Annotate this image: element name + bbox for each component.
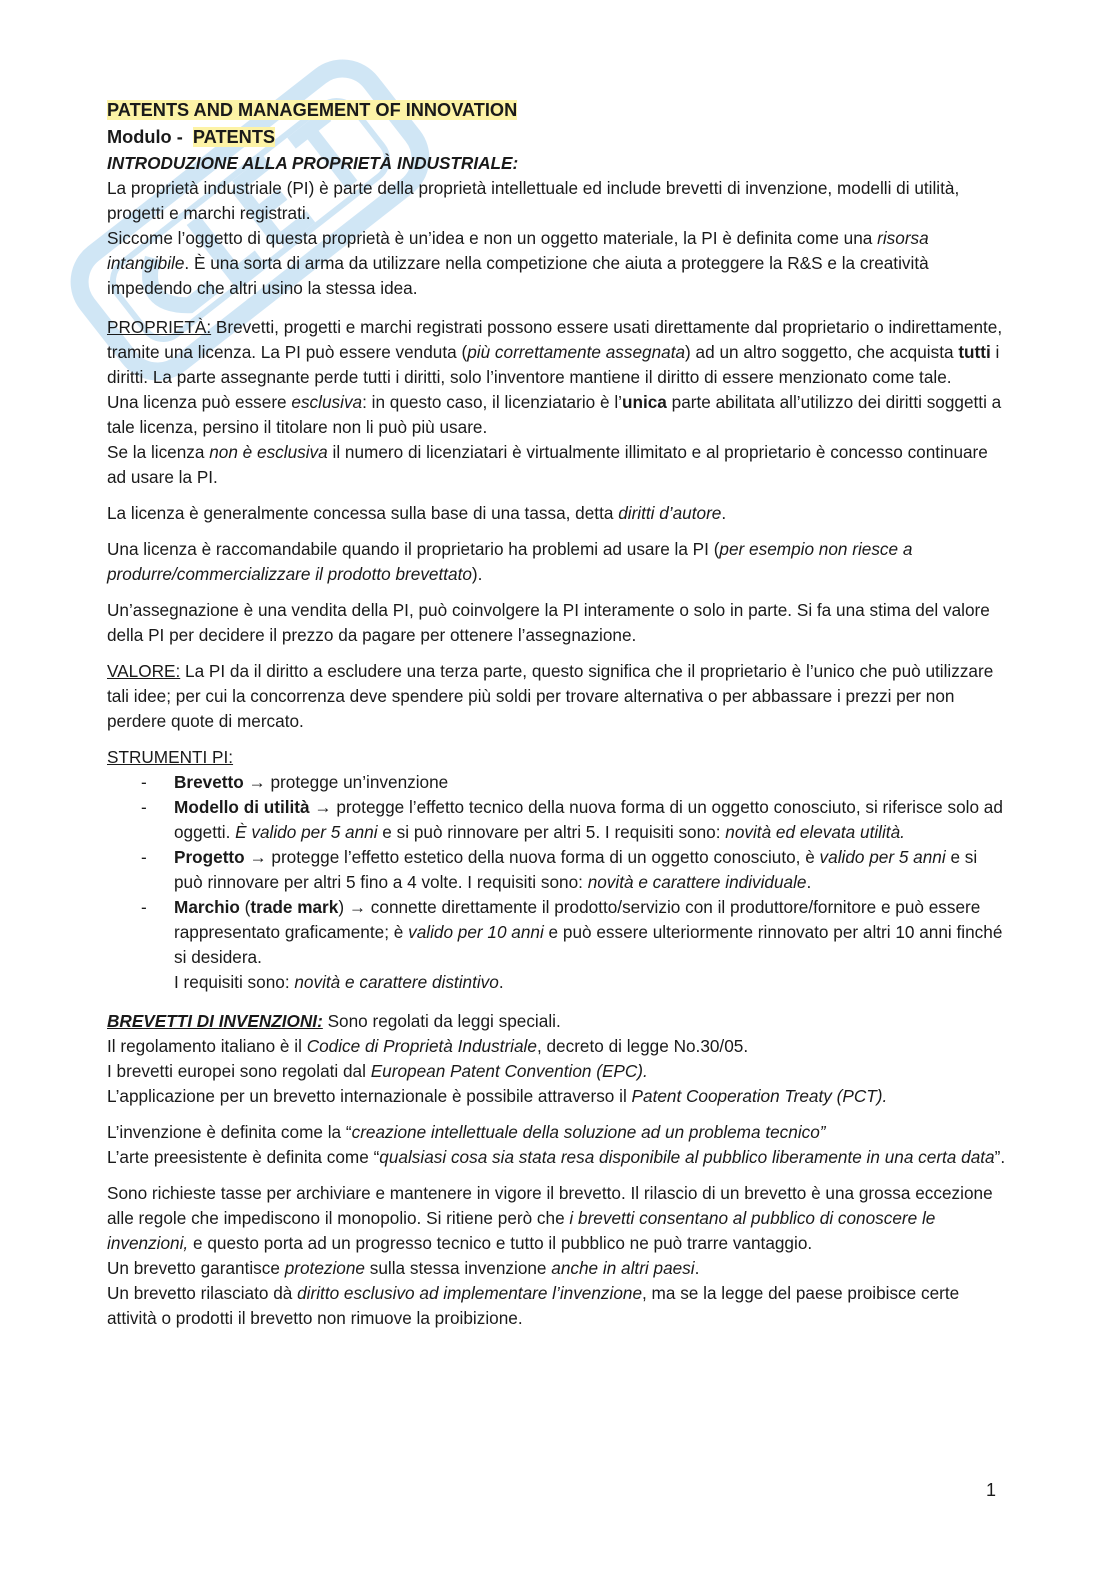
section-label-brevetti: BREVETTI DI INVENZIONI: bbox=[107, 1011, 323, 1031]
raccomandazione-paragraph: Una licenza è raccomandabile quando il proprietario ha problemi ad usare la PI (per esempio non riesce a produrre/commercializzare il prodotto brevettato). bbox=[107, 539, 913, 584]
brevetti-line: Il regolamento italiano è il Codice di Proprietà Industriale, decreto di legge No.30/05. bbox=[107, 1036, 749, 1056]
arrow-right-icon: → bbox=[249, 847, 267, 867]
intro-paragraph: La proprietà industriale (PI) è parte della proprietà intellettuale ed include brevetti di invenzione, modelli di utilità, progetti e marchi registrati. bbox=[107, 178, 960, 223]
brevetti-line: I brevetti europei sono regolati dal European Patent Convention (EPC). bbox=[107, 1061, 648, 1081]
valore-paragraph: VALORE: La PI da il diritto a escludere una terza parte, questo significa che il proprietario è l’unico che può utilizzare tali idee; per cui la concorrenza deve spendere più soldi per trovare alternativa o per abbassare i prezzi per non perdere quote di mercato. bbox=[107, 661, 994, 731]
protezione-paragraph: Un brevetto garantisce protezione sulla stessa invenzione anche in altri paesi. bbox=[107, 1258, 700, 1278]
diritto-esclusivo-paragraph: Un brevetto rilasciato dà diritto esclusivo ad implementare l’invenzione, ma se la legge del paese proibisce certe attività o prodotti il brevetto non rimuove la proibizione. bbox=[107, 1283, 960, 1328]
arrow-right-icon: → bbox=[248, 772, 266, 792]
document-body bbox=[107, 97, 1007, 1331]
arrow-right-icon: → bbox=[348, 897, 367, 917]
intro-paragraph: Siccome l’oggetto di questa proprietà è un’idea e non un oggetto materiale, la PI è definita come una risorsa intangibile. È una sorta di arma da utilizzare nella competizione che aiuta a proteggere la R&S e la creatività impedendo che altri usino la stessa idea. bbox=[107, 228, 929, 298]
arrow-right-icon: → bbox=[314, 797, 332, 817]
list-item: - Brevetto → protegge un’invenzione bbox=[141, 772, 449, 792]
brevetti-paragraph: BREVETTI DI INVENZIONI: Sono regolati da leggi speciali. bbox=[107, 1011, 561, 1031]
module-heading: Modulo - PATENTS bbox=[107, 127, 276, 147]
brevetti-line: L’applicazione per un brevetto internazionale è possibile attraverso il Patent Cooperation Treaty (PCT). bbox=[107, 1086, 888, 1106]
document-title: PATENTS AND MANAGEMENT OF INNOVATION bbox=[107, 100, 518, 120]
tassa-paragraph: La licenza è generalmente concessa sulla base di una tassa, detta diritti d’autore. bbox=[107, 503, 727, 523]
section-label-strumenti: STRUMENTI PI: bbox=[107, 747, 234, 767]
licenza-non-esclusiva-paragraph: Se la licenza non è esclusiva il numero di licenziatari è virtualmente illimitato e al proprietario è concesso continuare ad usare la PI. bbox=[107, 442, 988, 487]
section-label-valore: VALORE: bbox=[107, 661, 181, 681]
list-item: - Marchio (trade mark) → connette direttamente il prodotto/servizio con il produttore/fornitore e può essere rappresentato graficamente; è valido per 10 anni e può essere ulteriormente rinnovato per altri 10 anni finché si desidera. I requisiti sono: novità e carattere distintivo. bbox=[141, 897, 1003, 992]
definizione-invenzione: L’invenzione è definita come la “creazione intellettuale della soluzione ad un problema tecnico” bbox=[107, 1122, 826, 1142]
assegnazione-paragraph: Un’assegnazione è una vendita della PI, può coinvolgere la PI interamente o solo in parte. Si fa una stima del valore della PI per decidere il prezzo da pagare per ottenere l’assegnazione. bbox=[107, 600, 990, 645]
page-number: 1 bbox=[986, 1480, 997, 1500]
section-heading-introduzione: INTRODUZIONE ALLA PROPRIETÀ INDUSTRIALE: bbox=[107, 153, 519, 173]
section-label-proprieta: PROPRIETÀ: bbox=[107, 317, 212, 337]
licenza-esclusiva-paragraph: Una licenza può essere esclusiva: in questo caso, il licenziatario è l’unica parte abilitata all’utilizzo dei diritti soggetti a tale licenza, persino il titolare non li può più usare. bbox=[107, 392, 1002, 437]
definizione-arte: L’arte preesistente è definita come “qualsiasi cosa sia stata resa disponibile al pubblico liberamente in una certa data”. bbox=[107, 1147, 1006, 1167]
list-item: - Progetto → protegge l’effetto estetico della nuova forma di un oggetto conosciuto, è valido per 5 anni e si può rinnovare per altri 5 fino a 4 volte. I requisiti sono: novità e carattere individuale. bbox=[141, 847, 978, 892]
proprieta-paragraph: PROPRIETÀ: Brevetti, progetti e marchi registrati possono essere usati direttamente dal proprietario o indirettamente, tramite una licenza. La PI può essere venduta (più correttamente assegnata) ad un altro soggetto, che acquista tutti i diritti. La parte assegnante perde tutti i diritti, solo l’inventore mantiene il diritto di essere menzionato come tale. bbox=[107, 317, 1003, 387]
list-item: - Modello di utilità → protegge l’effetto tecnico della nuova forma di un oggetto conosciuto, si riferisce solo ad oggetti. È valido per 5 anni e si può rinnovare per altri 5. I requisiti sono: novità ed elevata utilità. bbox=[141, 797, 1003, 842]
strumenti-list bbox=[107, 770, 1007, 995]
tasse-paragraph: Sono richieste tasse per archiviare e mantenere in vigore il brevetto. Il rilascio di un brevetto è una grossa eccezione alle regole che impediscono il monopolio. Si ritiene però che i brevetti consentano al pubblico di conoscere le invenzioni, e questo porta ad un progresso tecnico e tutto il pubblico ne può trarre vantaggio. bbox=[107, 1183, 993, 1253]
